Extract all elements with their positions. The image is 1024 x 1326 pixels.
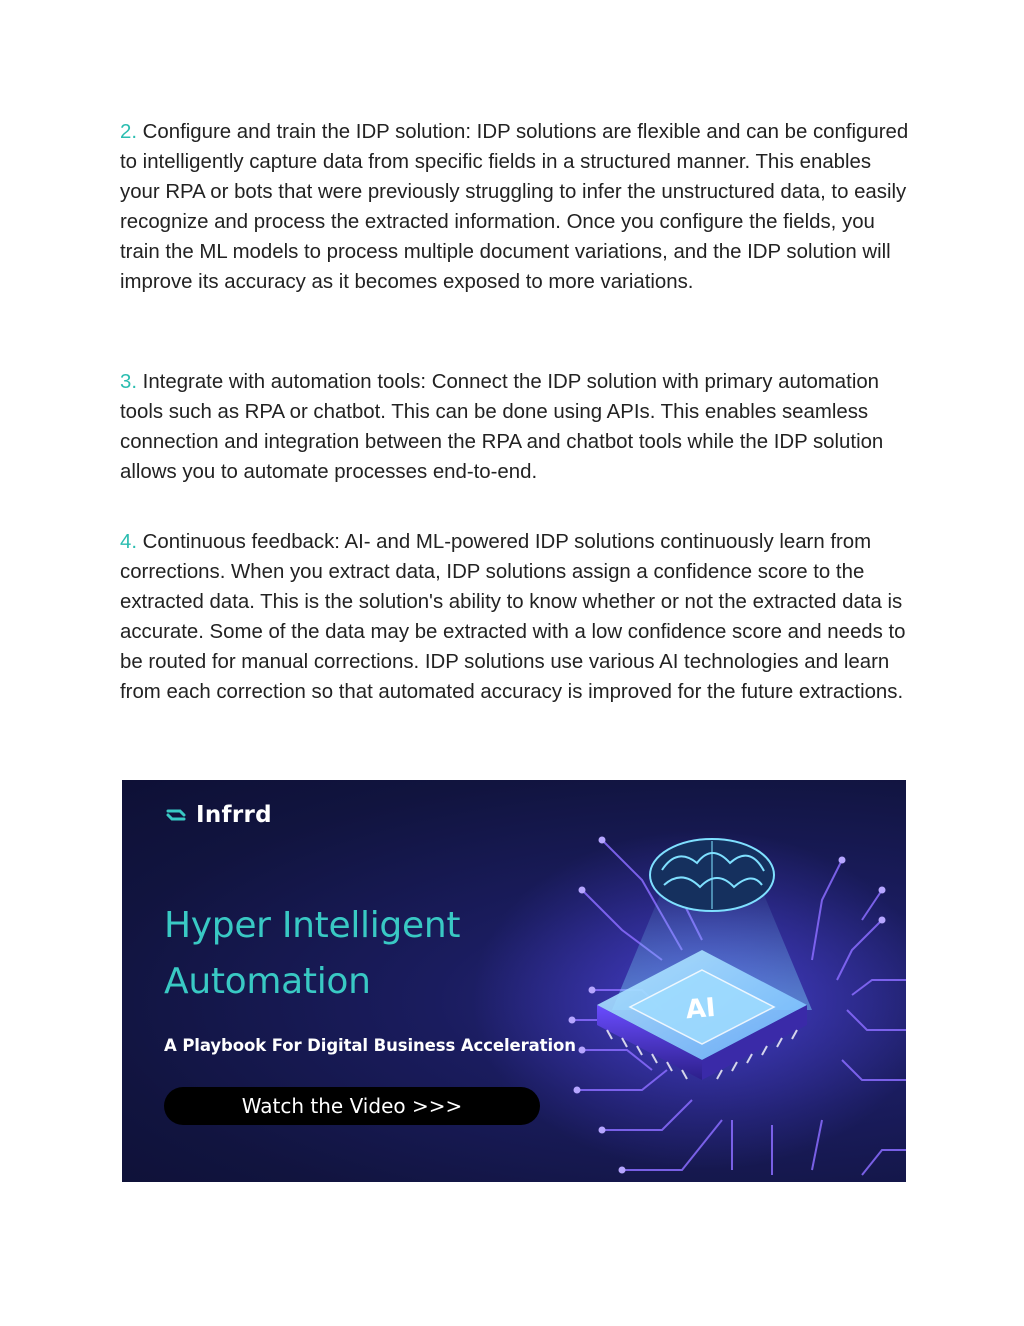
brand-name: Infrrd [196, 802, 272, 828]
paragraph-text: Integrate with automation tools: Connect the IDP solution with primary automation tools such as RPA or chatbot. This can be done using APIs. This enables seamless connection and integration between the RPA and chatbot tools while the IDP solution allows you to automate processes end-to-end. [120, 371, 884, 483]
step-number: 3. [120, 371, 138, 393]
paragraph-text: Continuous feedback: AI- and ML-powered IDP solutions continuously learn from corrections. When you extract data, IDP solutions assign a confidence score to the extracted data. This is the solution's ability to know whether or not the extracted data is accurate. Some of the data may be extracted with a low confidence score and needs to be routed for manual corrections. IDP solutions use various AI technologies and learn from each correction so that automated accuracy is improved for the future extractions. [120, 531, 906, 703]
step-number: 4. [120, 531, 138, 553]
brain-graphic [650, 839, 774, 911]
headline-line-2: Automation [164, 961, 371, 1002]
paragraph-continuous-feedback [120, 528, 910, 707]
brand-logo [164, 798, 272, 832]
chip-label: AI [684, 992, 717, 1026]
paragraph-configure-train [120, 118, 910, 297]
watch-video-button[interactable]: Watch the Video >>> [164, 1087, 540, 1125]
banner-headline [164, 898, 460, 1010]
step-number: 2. [120, 121, 138, 143]
headline-line-1: Hyper Intelligent [164, 905, 461, 946]
infrrd-logo-icon [164, 803, 188, 827]
paragraph-integrate-automation [120, 368, 910, 488]
promo-banner[interactable] [122, 780, 906, 1182]
banner-subheadline: A Playbook For Digital Business Acceleration [164, 1036, 576, 1055]
paragraph-text: Configure and train the IDP solution: IDP solutions are flexible and can be configured to intelligently capture data from specific fields in a structured manner. This enables your RPA or bots that were previously struggling to infer the unstructured data, to easily recognize and process the extracted information. Once you configure the fields, you train the ML models to process multiple document variations, and the IDP solution will improve its accuracy as it becomes exposed to more variations. [120, 121, 909, 293]
